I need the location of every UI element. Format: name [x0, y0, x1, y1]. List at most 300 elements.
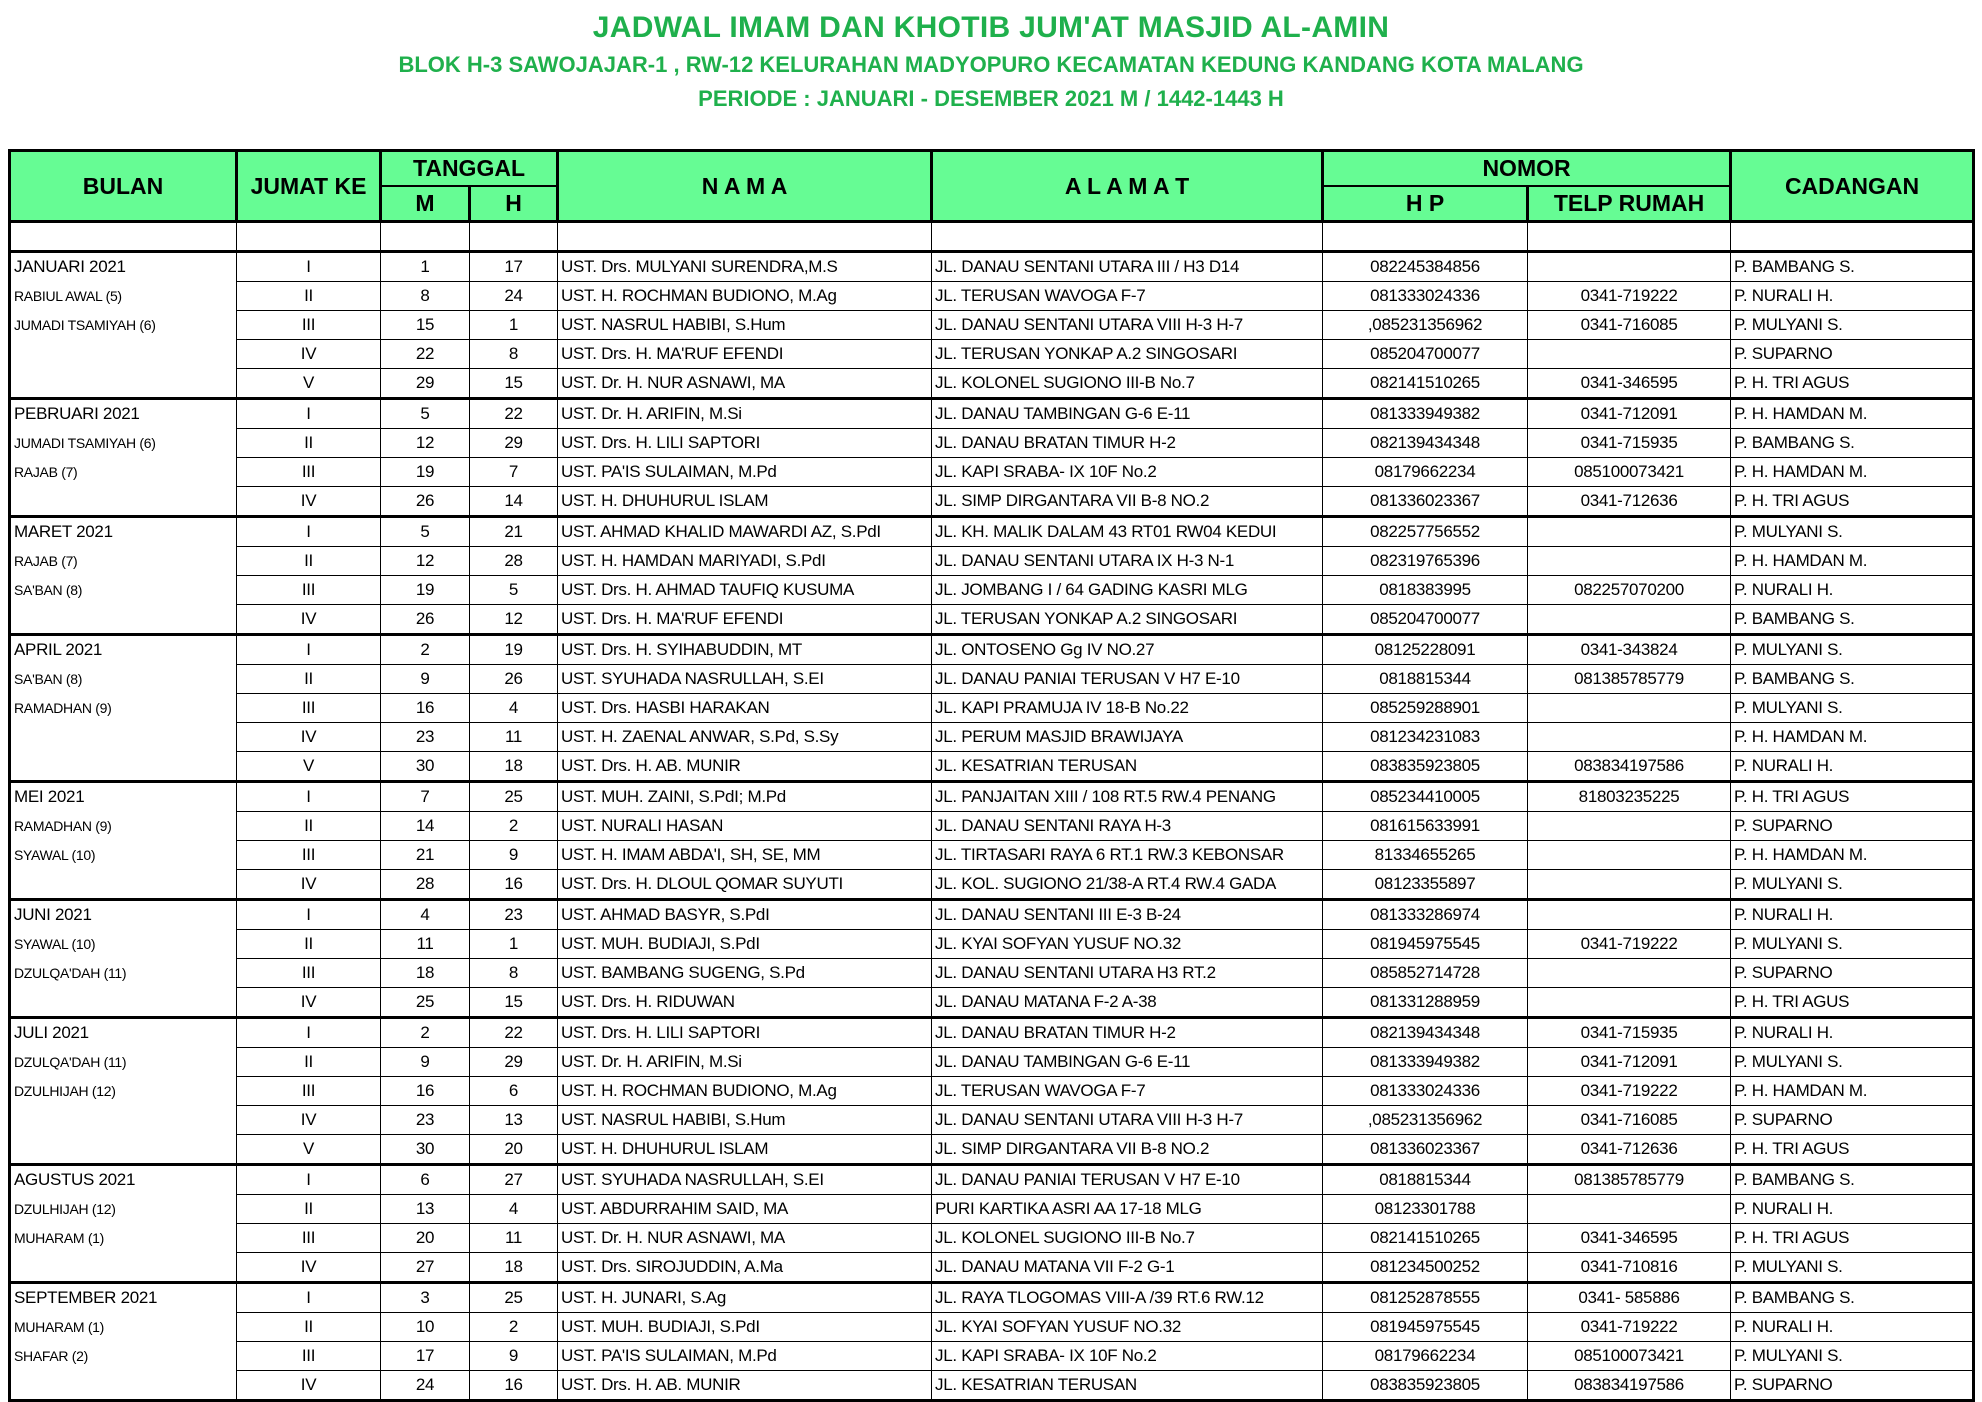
tanggal-m-cell: 19: [381, 458, 470, 487]
cadangan-cell: P. BAMBANG S.: [1731, 605, 1974, 635]
hijri-month-label: MUHARAM (1): [10, 1224, 237, 1253]
cadangan-cell: P. MULYANI S.: [1731, 1253, 1974, 1283]
nama-cell: UST. Drs. H. AB. MUNIR: [558, 1371, 932, 1401]
nomor-hp-cell: 081234500252: [1323, 1253, 1528, 1283]
jumat-ke-cell: III: [237, 841, 381, 870]
telp-rumah-cell: 081385785779: [1528, 665, 1731, 694]
alamat-cell: JL. SIMP DIRGANTARA VII B-8 NO.2: [932, 1135, 1323, 1165]
table-row: [10, 605, 1974, 635]
nomor-hp-cell: 08123355897: [1323, 870, 1528, 900]
table-row: [10, 487, 1974, 517]
jumat-ke-cell: V: [237, 752, 381, 782]
month-label: PEBRUARI 2021: [10, 399, 237, 429]
hijri-month-label: DZULQA'DAH (11): [10, 959, 237, 988]
alamat-cell: JL. JOMBANG I / 64 GADING KASRI MLG: [932, 576, 1323, 605]
cadangan-cell: P. SUPARNO: [1731, 1106, 1974, 1135]
jumat-ke-cell: IV: [237, 988, 381, 1018]
alamat-cell: JL. KYAI SOFYAN YUSUF NO.32: [932, 930, 1323, 959]
tanggal-m-cell: 29: [381, 369, 470, 399]
header-nama: N A M A: [558, 151, 932, 222]
hijri-month-label: SA'BAN (8): [10, 665, 237, 694]
hijri-month-label: JUMADI TSAMIYAH (6): [10, 311, 237, 340]
telp-rumah-cell: 0341-712636: [1528, 1135, 1731, 1165]
nama-cell: UST. Drs. H. LILI SAPTORI: [558, 1018, 932, 1048]
table-row: [10, 1135, 1974, 1165]
nama-cell: UST. NASRUL HABIBI, S.Hum: [558, 1106, 932, 1135]
nomor-hp-cell: 085259288901: [1323, 694, 1528, 723]
alamat-cell: JL. DANAU MATANA VII F-2 G-1: [932, 1253, 1323, 1283]
alamat-cell: JL. TERUSAN WAVOGA F-7: [932, 282, 1323, 311]
telp-rumah-cell: 0341-715935: [1528, 429, 1731, 458]
table-row: [10, 1313, 1974, 1342]
cadangan-cell: P. SUPARNO: [1731, 340, 1974, 369]
nomor-hp-cell: 081333286974: [1323, 900, 1528, 930]
tanggal-m-cell: 17: [381, 1342, 470, 1371]
tanggal-h-cell: 27: [470, 1165, 558, 1195]
telp-rumah-cell: 081385785779: [1528, 1165, 1731, 1195]
telp-rumah-cell: 083834197586: [1528, 752, 1731, 782]
nama-cell: UST. H. IMAM ABDA'I, SH, SE, MM: [558, 841, 932, 870]
tanggal-h-cell: 5: [470, 576, 558, 605]
alamat-cell: JL. DANAU SENTANI UTARA VIII H-3 H-7: [932, 1106, 1323, 1135]
tanggal-m-cell: 28: [381, 870, 470, 900]
telp-rumah-cell: [1528, 841, 1731, 870]
cadangan-cell: P. H. HAMDAN M.: [1731, 399, 1974, 429]
table-row: [10, 458, 1974, 487]
nomor-hp-cell: 0818383995: [1323, 576, 1528, 605]
nomor-hp-cell: 0818815344: [1323, 665, 1528, 694]
cadangan-cell: P. SUPARNO: [1731, 812, 1974, 841]
nomor-hp-cell: ,085231356962: [1323, 311, 1528, 340]
nomor-hp-cell: 0818815344: [1323, 1165, 1528, 1195]
table-row: [10, 870, 1974, 900]
tanggal-m-cell: 2: [381, 1018, 470, 1048]
hijri-month-label: SYAWAL (10): [10, 930, 237, 959]
nomor-hp-cell: 082141510265: [1323, 369, 1528, 399]
nomor-hp-cell: 08123301788: [1323, 1195, 1528, 1224]
nama-cell: UST. Dr. H. NUR ASNAWI, MA: [558, 369, 932, 399]
cadangan-cell: P. NURALI H.: [1731, 576, 1974, 605]
tanggal-m-cell: 10: [381, 1313, 470, 1342]
alamat-cell: JL. DANAU SENTANI UTARA III / H3 D14: [932, 252, 1323, 282]
tanggal-h-cell: 1: [470, 311, 558, 340]
tanggal-m-cell: 16: [381, 694, 470, 723]
alamat-cell: JL. KESATRIAN TERUSAN: [932, 1371, 1323, 1401]
tanggal-m-cell: 2: [381, 635, 470, 665]
table-row: [10, 665, 1974, 694]
cadangan-cell: P. NURALI H.: [1731, 1313, 1974, 1342]
tanggal-h-cell: 12: [470, 605, 558, 635]
tanggal-m-cell: 19: [381, 576, 470, 605]
hijri-month-label: RAMADHAN (9): [10, 694, 237, 723]
nomor-hp-cell: 08125228091: [1323, 635, 1528, 665]
table-row: [10, 1048, 1974, 1077]
nama-cell: UST. H. DHUHURUL ISLAM: [558, 487, 932, 517]
document-period: PERIODE : JANUARI - DESEMBER 2021 M / 1442-1443 H: [698, 86, 1284, 111]
month-label: AGUSTUS 2021: [10, 1165, 237, 1195]
table-row: [10, 782, 1974, 812]
telp-rumah-cell: [1528, 517, 1731, 547]
jumat-ke-cell: IV: [237, 340, 381, 369]
alamat-cell: JL. DANAU PANIAI TERUSAN V H7 E-10: [932, 1165, 1323, 1195]
tanggal-m-cell: 12: [381, 429, 470, 458]
tanggal-m-cell: 15: [381, 311, 470, 340]
jumat-ke-cell: II: [237, 282, 381, 311]
tanggal-m-cell: 24: [381, 1371, 470, 1401]
nama-cell: UST. SYUHADA NASRULLAH, S.EI: [558, 1165, 932, 1195]
cadangan-cell: P. H. HAMDAN M.: [1731, 458, 1974, 487]
telp-rumah-cell: [1528, 723, 1731, 752]
cadangan-cell: P. MULYANI S.: [1731, 870, 1974, 900]
alamat-cell: JL. KAPI PRAMUJA IV 18-B No.22: [932, 694, 1323, 723]
telp-rumah-cell: 0341-719222: [1528, 282, 1731, 311]
tanggal-h-cell: 7: [470, 458, 558, 487]
telp-rumah-cell: [1528, 340, 1731, 369]
nama-cell: UST. MUH. BUDIAJI, S.PdI: [558, 930, 932, 959]
jumat-ke-cell: IV: [237, 1106, 381, 1135]
tanggal-m-cell: 11: [381, 930, 470, 959]
month-cell: [10, 1371, 237, 1401]
nama-cell: UST. BAMBANG SUGENG, S.Pd: [558, 959, 932, 988]
tanggal-m-cell: 12: [381, 547, 470, 576]
cadangan-cell: P. MULYANI S.: [1731, 930, 1974, 959]
month-cell: [10, 369, 237, 399]
cadangan-cell: P. BAMBANG S.: [1731, 252, 1974, 282]
nama-cell: UST. AHMAD BASYR, S.PdI: [558, 900, 932, 930]
alamat-cell: JL. KOL. SUGIONO 21/38-A RT.4 RW.4 GADA: [932, 870, 1323, 900]
jumat-ke-cell: III: [237, 1342, 381, 1371]
alamat-cell: JL. SIMP DIRGANTARA VII B-8 NO.2: [932, 487, 1323, 517]
nomor-hp-cell: 081333024336: [1323, 1077, 1528, 1106]
jumat-ke-cell: V: [237, 1135, 381, 1165]
month-cell: [10, 1106, 237, 1135]
tanggal-h-cell: 6: [470, 1077, 558, 1106]
nama-cell: UST. Dr. H. ARIFIN, M.Si: [558, 1048, 932, 1077]
tanggal-h-cell: 20: [470, 1135, 558, 1165]
nomor-hp-cell: 081336023367: [1323, 487, 1528, 517]
jumat-ke-cell: III: [237, 959, 381, 988]
alamat-cell: JL. DANAU BRATAN TIMUR H-2: [932, 429, 1323, 458]
alamat-cell: JL. PANJAITAN XIII / 108 RT.5 RW.4 PENANG: [932, 782, 1323, 812]
cadangan-cell: P. H. TRI AGUS: [1731, 782, 1974, 812]
nama-cell: UST. H. ZAENAL ANWAR, S.Pd, S.Sy: [558, 723, 932, 752]
table-row: [10, 1283, 1974, 1313]
nomor-hp-cell: 08179662234: [1323, 1342, 1528, 1371]
tanggal-m-cell: 7: [381, 782, 470, 812]
nama-cell: UST. H. ROCHMAN BUDIONO, M.Ag: [558, 1077, 932, 1106]
tanggal-m-cell: 8: [381, 282, 470, 311]
nama-cell: UST. ABDURRAHIM SAID, MA: [558, 1195, 932, 1224]
alamat-cell: JL. KAPI SRABA- IX 10F No.2: [932, 458, 1323, 487]
tanggal-h-cell: 9: [470, 841, 558, 870]
table-row: [10, 694, 1974, 723]
month-cell: [10, 752, 237, 782]
cadangan-cell: P. MULYANI S.: [1731, 1048, 1974, 1077]
table-row: [10, 1342, 1974, 1371]
tanggal-h-cell: 8: [470, 959, 558, 988]
tanggal-m-cell: 1: [381, 252, 470, 282]
jumat-ke-cell: II: [237, 429, 381, 458]
nama-cell: UST. AHMAD KHALID MAWARDI AZ, S.PdI: [558, 517, 932, 547]
nomor-hp-cell: 083835923805: [1323, 752, 1528, 782]
telp-rumah-cell: [1528, 900, 1731, 930]
nomor-hp-cell: 085204700077: [1323, 605, 1528, 635]
jumat-ke-cell: IV: [237, 487, 381, 517]
table-row: [10, 988, 1974, 1018]
telp-rumah-cell: [1528, 547, 1731, 576]
table-row: [10, 1165, 1974, 1195]
tanggal-m-cell: 23: [381, 1106, 470, 1135]
tanggal-h-cell: 4: [470, 694, 558, 723]
cadangan-cell: P. MULYANI S.: [1731, 1342, 1974, 1371]
hijri-month-label: RAMADHAN (9): [10, 812, 237, 841]
nama-cell: UST. MUH. BUDIAJI, S.PdI: [558, 1313, 932, 1342]
alamat-cell: JL. DANAU BRATAN TIMUR H-2: [932, 1018, 1323, 1048]
jumat-ke-cell: II: [237, 930, 381, 959]
nama-cell: UST. H. JUNARI, S.Ag: [558, 1283, 932, 1313]
telp-rumah-cell: 085100073421: [1528, 1342, 1731, 1371]
nomor-hp-cell: 081336023367: [1323, 1135, 1528, 1165]
nama-cell: UST. Dr. H. ARIFIN, M.Si: [558, 399, 932, 429]
month-cell: [10, 487, 237, 517]
alamat-cell: JL. DANAU TAMBINGAN G-6 E-11: [932, 1048, 1323, 1077]
alamat-cell: JL. DANAU MATANA F-2 A-38: [932, 988, 1323, 1018]
telp-rumah-cell: 0341-712091: [1528, 399, 1731, 429]
tanggal-m-cell: 30: [381, 1135, 470, 1165]
tanggal-m-cell: 20: [381, 1224, 470, 1253]
nomor-hp-cell: 083835923805: [1323, 1371, 1528, 1401]
header-nomor: NOMOR: [1323, 151, 1731, 187]
telp-rumah-cell: [1528, 812, 1731, 841]
nama-cell: UST. SYUHADA NASRULLAH, S.EI: [558, 665, 932, 694]
alamat-cell: JL. TERUSAN YONKAP A.2 SINGOSARI: [932, 340, 1323, 369]
cadangan-cell: P. H. TRI AGUS: [1731, 369, 1974, 399]
table-row: [10, 429, 1974, 458]
alamat-cell: JL. KAPI SRABA- IX 10F No.2: [932, 1342, 1323, 1371]
nomor-hp-cell: 081945975545: [1323, 930, 1528, 959]
nama-cell: UST. Dr. H. NUR ASNAWI, MA: [558, 1224, 932, 1253]
nomor-hp-cell: 081333949382: [1323, 399, 1528, 429]
table-row: [10, 812, 1974, 841]
jumat-ke-cell: II: [237, 665, 381, 694]
table-row: [10, 547, 1974, 576]
telp-rumah-cell: 0341-346595: [1528, 1224, 1731, 1253]
document-title: JADWAL IMAM DAN KHOTIB JUM'AT MASJID AL-AMIN: [592, 11, 1390, 44]
tanggal-h-cell: 15: [470, 988, 558, 1018]
tanggal-m-cell: 21: [381, 841, 470, 870]
nama-cell: UST. Drs. H. LILI SAPTORI: [558, 429, 932, 458]
jumat-ke-cell: V: [237, 369, 381, 399]
jumat-ke-cell: II: [237, 547, 381, 576]
jumat-ke-cell: III: [237, 311, 381, 340]
tanggal-h-cell: 14: [470, 487, 558, 517]
table-row: [10, 1195, 1974, 1224]
cadangan-cell: P. H. TRI AGUS: [1731, 1224, 1974, 1253]
table-row: [10, 1077, 1974, 1106]
alamat-cell: JL. KOLONEL SUGIONO III-B No.7: [932, 1224, 1323, 1253]
month-label: JUNI 2021: [10, 900, 237, 930]
tanggal-h-cell: 22: [470, 399, 558, 429]
tanggal-h-cell: 11: [470, 723, 558, 752]
cadangan-cell: P. NURALI H.: [1731, 900, 1974, 930]
nama-cell: UST. Drs. H. MA'RUF EFENDI: [558, 605, 932, 635]
jumat-ke-cell: IV: [237, 1371, 381, 1401]
tanggal-m-cell: 30: [381, 752, 470, 782]
document-header: [0, 8, 1982, 116]
jumat-ke-cell: I: [237, 1018, 381, 1048]
header-h: H: [470, 186, 558, 222]
telp-rumah-cell: [1528, 252, 1731, 282]
alamat-cell: JL. TERUSAN WAVOGA F-7: [932, 1077, 1323, 1106]
tanggal-h-cell: 24: [470, 282, 558, 311]
header-tanggal: TANGGAL: [381, 151, 558, 187]
alamat-cell: JL. KYAI SOFYAN YUSUF NO.32: [932, 1313, 1323, 1342]
nomor-hp-cell: 081615633991: [1323, 812, 1528, 841]
month-cell: [10, 723, 237, 752]
alamat-cell: JL. RAYA TLOGOMAS VIII-A /39 RT.6 RW.12: [932, 1283, 1323, 1313]
table-row: [10, 841, 1974, 870]
alamat-cell: JL. DANAU SENTANI UTARA H3 RT.2: [932, 959, 1323, 988]
cadangan-cell: P. H. HAMDAN M.: [1731, 723, 1974, 752]
tanggal-m-cell: 9: [381, 1048, 470, 1077]
telp-rumah-cell: 0341-343824: [1528, 635, 1731, 665]
alamat-cell: JL. DANAU PANIAI TERUSAN V H7 E-10: [932, 665, 1323, 694]
telp-rumah-cell: [1528, 694, 1731, 723]
header-m: M: [381, 186, 470, 222]
alamat-cell: JL. ONTOSENO Gg IV NO.27: [932, 635, 1323, 665]
jumat-ke-cell: II: [237, 812, 381, 841]
telp-rumah-cell: [1528, 988, 1731, 1018]
nama-cell: UST. H. HAMDAN MARIYADI, S.PdI: [558, 547, 932, 576]
table-row: [10, 576, 1974, 605]
telp-rumah-cell: 0341-719222: [1528, 1077, 1731, 1106]
cadangan-cell: P. BAMBANG S.: [1731, 1283, 1974, 1313]
tanggal-m-cell: 26: [381, 605, 470, 635]
hijri-month-label: SYAWAL (10): [10, 841, 237, 870]
nomor-hp-cell: 81334655265: [1323, 841, 1528, 870]
nama-cell: UST. PA'IS SULAIMAN, M.Pd: [558, 458, 932, 487]
nomor-hp-cell: 082319765396: [1323, 547, 1528, 576]
tanggal-h-cell: 29: [470, 1048, 558, 1077]
nama-cell: UST. NURALI HASAN: [558, 812, 932, 841]
telp-rumah-cell: 0341-716085: [1528, 1106, 1731, 1135]
nomor-hp-cell: 081945975545: [1323, 1313, 1528, 1342]
jumat-ke-cell: I: [237, 635, 381, 665]
nomor-hp-cell: 085234410005: [1323, 782, 1528, 812]
table-row: [10, 311, 1974, 340]
alamat-cell: JL. DANAU SENTANI UTARA VIII H-3 H-7: [932, 311, 1323, 340]
cadangan-cell: P. H. TRI AGUS: [1731, 1135, 1974, 1165]
nomor-hp-cell: 081252878555: [1323, 1283, 1528, 1313]
header-alamat: A L A M A T: [932, 151, 1323, 222]
tanggal-m-cell: 4: [381, 900, 470, 930]
table-row: [10, 399, 1974, 429]
header-cadangan: CADANGAN: [1731, 151, 1974, 222]
header-jumat-ke: JUMAT KE: [237, 151, 381, 222]
nomor-hp-cell: 082141510265: [1323, 1224, 1528, 1253]
tanggal-h-cell: 28: [470, 547, 558, 576]
alamat-cell: JL. DANAU TAMBINGAN G-6 E-11: [932, 399, 1323, 429]
jumat-ke-cell: I: [237, 252, 381, 282]
table-row: [10, 1253, 1974, 1283]
tanggal-m-cell: 27: [381, 1253, 470, 1283]
telp-rumah-cell: 0341-719222: [1528, 1313, 1731, 1342]
header-telp-rumah: TELP RUMAH: [1528, 186, 1731, 222]
jumat-ke-cell: II: [237, 1313, 381, 1342]
alamat-cell: PURI KARTIKA ASRI AA 17-18 MLG: [932, 1195, 1323, 1224]
tanggal-h-cell: 18: [470, 752, 558, 782]
tanggal-h-cell: 9: [470, 1342, 558, 1371]
hijri-month-label: RAJAB (7): [10, 547, 237, 576]
jumat-ke-cell: I: [237, 517, 381, 547]
telp-rumah-cell: [1528, 605, 1731, 635]
telp-rumah-cell: 0341-715935: [1528, 1018, 1731, 1048]
cadangan-cell: P. BAMBANG S.: [1731, 1165, 1974, 1195]
cadangan-cell: P. BAMBANG S.: [1731, 429, 1974, 458]
table-row: [10, 752, 1974, 782]
tanggal-m-cell: 9: [381, 665, 470, 694]
tanggal-h-cell: 2: [470, 812, 558, 841]
alamat-cell: JL. DANAU SENTANI RAYA H-3: [932, 812, 1323, 841]
nomor-hp-cell: 085852714728: [1323, 959, 1528, 988]
alamat-cell: JL. PERUM MASJID BRAWIJAYA: [932, 723, 1323, 752]
alamat-cell: JL. TERUSAN YONKAP A.2 SINGOSARI: [932, 605, 1323, 635]
jumat-ke-cell: III: [237, 458, 381, 487]
month-label: APRIL 2021: [10, 635, 237, 665]
jumat-ke-cell: IV: [237, 1253, 381, 1283]
tanggal-h-cell: 29: [470, 429, 558, 458]
tanggal-h-cell: 21: [470, 517, 558, 547]
jumat-ke-cell: I: [237, 1165, 381, 1195]
month-label: SEPTEMBER 2021: [10, 1283, 237, 1313]
tanggal-h-cell: 2: [470, 1313, 558, 1342]
nama-cell: UST. NASRUL HABIBI, S.Hum: [558, 311, 932, 340]
month-label: MEI 2021: [10, 782, 237, 812]
tanggal-m-cell: 5: [381, 399, 470, 429]
alamat-cell: JL. DANAU SENTANI III E-3 B-24: [932, 900, 1323, 930]
nama-cell: UST. Drs. H. RIDUWAN: [558, 988, 932, 1018]
cadangan-cell: P. H. HAMDAN M.: [1731, 1077, 1974, 1106]
table-row: [10, 1018, 1974, 1048]
cadangan-cell: P. MULYANI S.: [1731, 635, 1974, 665]
tanggal-h-cell: 22: [470, 1018, 558, 1048]
tanggal-h-cell: 8: [470, 340, 558, 369]
nomor-hp-cell: 08179662234: [1323, 458, 1528, 487]
tanggal-m-cell: 22: [381, 340, 470, 369]
nomor-hp-cell: 081234231083: [1323, 723, 1528, 752]
nomor-hp-cell: 082139434348: [1323, 429, 1528, 458]
tanggal-m-cell: 3: [381, 1283, 470, 1313]
nama-cell: UST. Drs. H. MA'RUF EFENDI: [558, 340, 932, 369]
tanggal-m-cell: 25: [381, 988, 470, 1018]
jumat-ke-cell: I: [237, 782, 381, 812]
jumat-ke-cell: II: [237, 1195, 381, 1224]
tanggal-h-cell: 15: [470, 369, 558, 399]
cadangan-cell: P. SUPARNO: [1731, 1371, 1974, 1401]
hijri-month-label: JUMADI TSAMIYAH (6): [10, 429, 237, 458]
telp-rumah-cell: 0341-712636: [1528, 487, 1731, 517]
cadangan-cell: P. MULYANI S.: [1731, 311, 1974, 340]
table-row: [10, 369, 1974, 399]
tanggal-h-cell: 16: [470, 870, 558, 900]
tanggal-h-cell: 4: [470, 1195, 558, 1224]
hijri-month-label: DZULQA'DAH (11): [10, 1048, 237, 1077]
tanggal-h-cell: 13: [470, 1106, 558, 1135]
cadangan-cell: P. MULYANI S.: [1731, 517, 1974, 547]
tanggal-h-cell: 25: [470, 1283, 558, 1313]
jumat-ke-cell: IV: [237, 605, 381, 635]
month-cell: [10, 1253, 237, 1283]
